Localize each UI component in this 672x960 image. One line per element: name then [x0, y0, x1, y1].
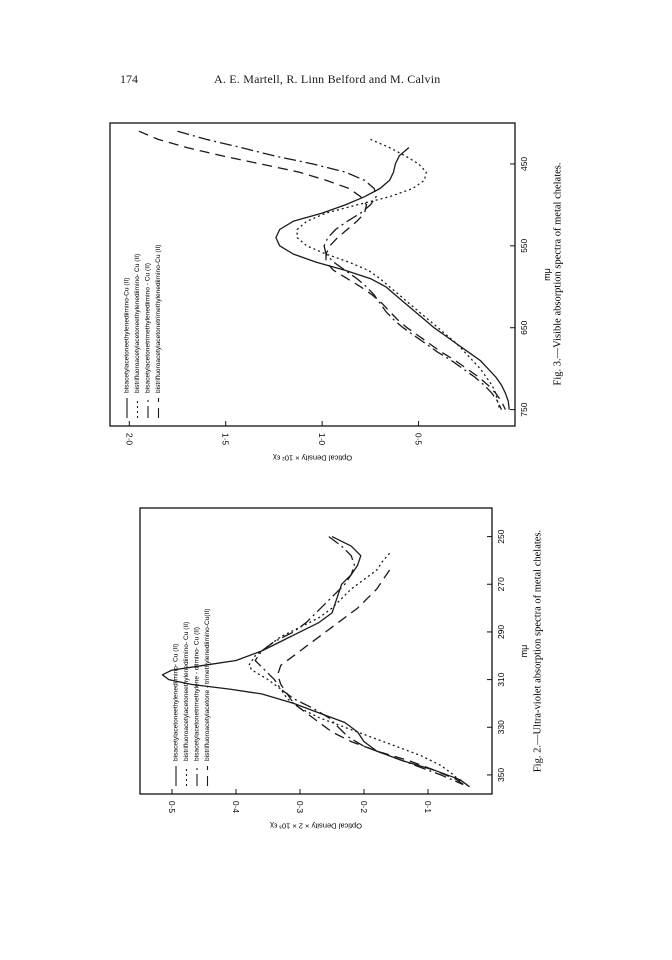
x-tick-label: 550: [519, 238, 529, 253]
series-line: [278, 570, 467, 787]
y-tick-label: 1·0: [317, 432, 328, 446]
y-axis-label: Optical Density × 10² εχ: [272, 453, 353, 463]
x-tick-label: 290: [496, 624, 506, 640]
series-line: [276, 148, 509, 410]
y-tick-label: 1·5: [220, 432, 231, 446]
x-tick-label: 330: [496, 720, 506, 735]
y-tick-label: 0·4: [231, 800, 241, 814]
page-header: [0, 72, 672, 92]
series-line: [139, 131, 506, 409]
y-tick-label: 2·0: [124, 432, 135, 446]
plot-frame: [110, 123, 515, 426]
series-line: [249, 553, 463, 784]
figure-caption: Fig. 2.—Ultra-violet absorption spectra of metal chelates.: [532, 529, 544, 773]
legend-label: bistrifluoroacetylacetone - trimethylenediimino-Cu(II): [204, 608, 211, 761]
x-tick-label: 310: [496, 672, 506, 687]
series-line: [162, 537, 469, 787]
plot-frame: [140, 508, 492, 794]
legend-label: bisacetylacetoneethylenediimino- Cu (II): [172, 643, 180, 761]
x-tick-label: 350: [496, 767, 506, 783]
page-number: 174: [120, 72, 138, 86]
series-line: [178, 131, 502, 409]
y-tick-label: 0·3: [295, 800, 305, 814]
y-tick-label: 0·5: [413, 432, 424, 446]
x-tick-label: 750: [519, 402, 529, 417]
y-axis-label: Optical Density × 2 × 10³ εχ: [270, 821, 362, 831]
series-line: [297, 139, 500, 409]
x-tick-label: 250: [496, 529, 506, 544]
legend-label: bisacetylacetonetrimethylene - diimino- Cu (II): [193, 626, 201, 761]
legend-label: bistrifluoroacetylacetoneethylenediimino- Cu (II): [134, 253, 141, 393]
legend-label: bisacetylacetonetrimethylenediimino - Cu (II): [144, 262, 152, 393]
legend-label: bisacetylacetoneethylenediimino-Cu (II): [123, 277, 131, 393]
y-tick-label: 0·1: [423, 800, 433, 814]
x-axis-label: mμ: [519, 644, 529, 658]
series-line: [255, 537, 463, 785]
x-tick-label: 650: [519, 320, 529, 335]
figure-caption: Fig. 3.—Visible absorption spectra of metal chelates.: [552, 162, 564, 386]
legend-label: bistrifluoroacetylacetonetrimethylenediimino-Cu (II): [155, 244, 162, 393]
author-line: A. E. Martell, R. Linn Belford and M. Calvin: [214, 72, 441, 86]
x-tick-label: 450: [519, 156, 529, 172]
y-tick-label: 0·2: [359, 800, 369, 814]
legend-label: bistrifluoroacetylacetoneethylenediimino- Cu (II): [183, 621, 190, 761]
x-tick-label: 270: [496, 577, 506, 592]
x-axis-label: mμ: [542, 268, 552, 281]
y-tick-label: 0·5: [167, 800, 177, 814]
